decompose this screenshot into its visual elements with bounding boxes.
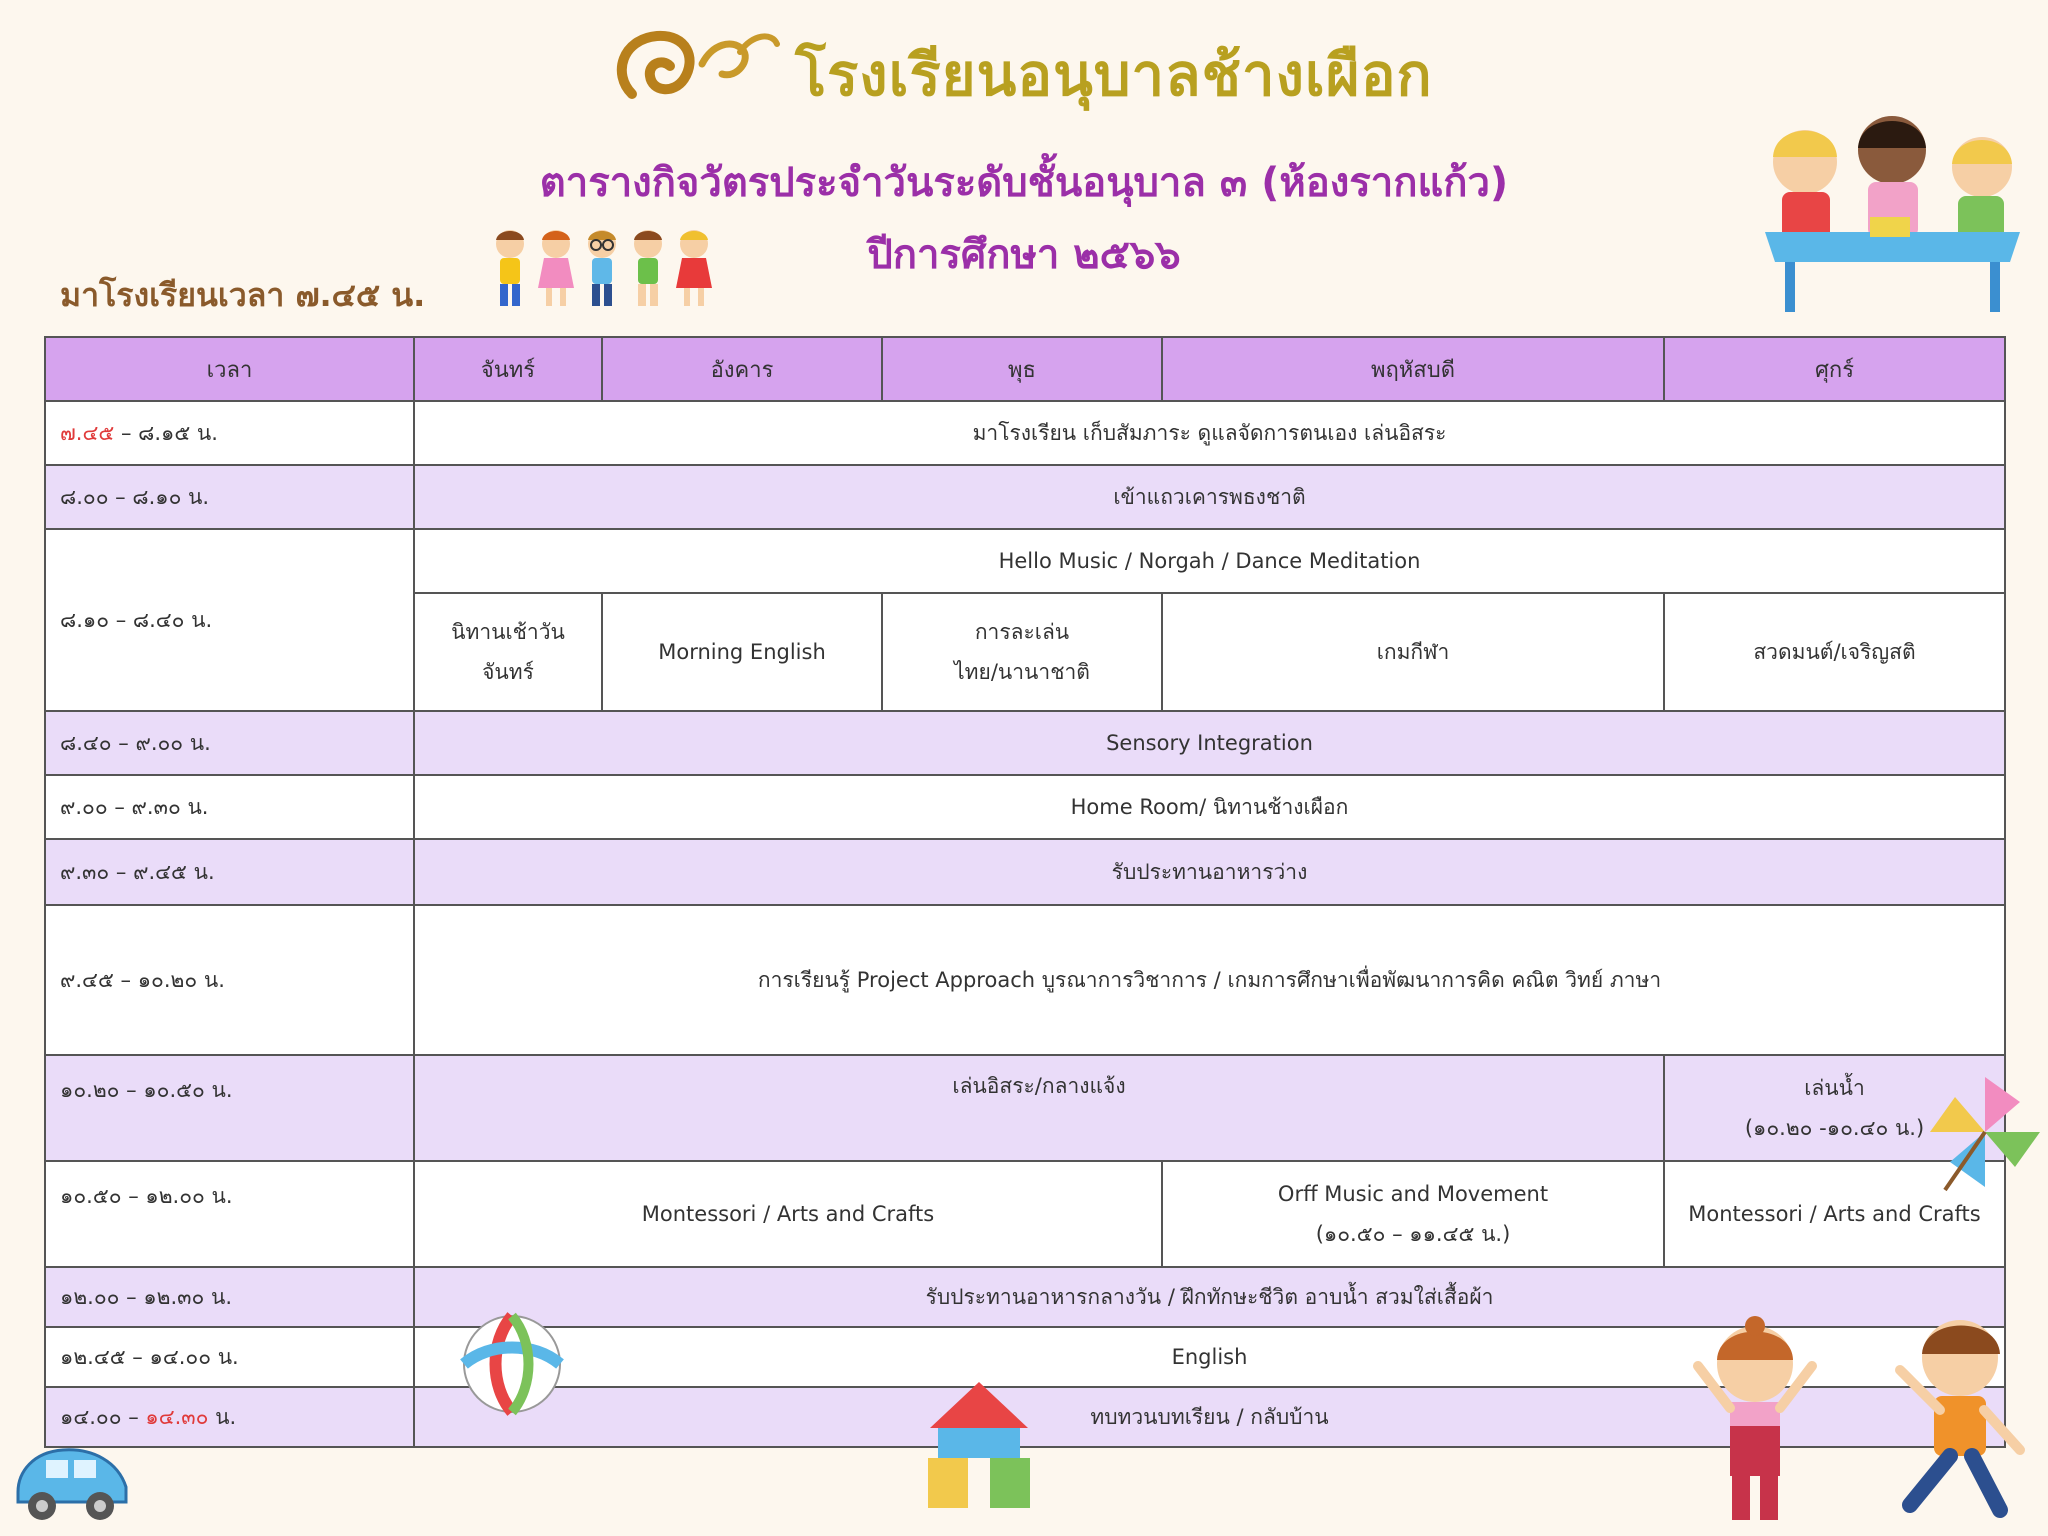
table-row — [45, 529, 2005, 593]
time-unit: น. — [208, 1404, 237, 1429]
time-cell — [45, 401, 414, 465]
time-start: ๑๔.๐๐ – — [60, 1404, 146, 1429]
activity-cell: รับประทานอาหารว่าง — [414, 839, 2005, 905]
activity-cell: การเรียนรู้ Project Approach บูรณาการวิชาการ / เกมการศึกษาเพื่อพัฒนาการคิด คณิต วิทย์ ภาษา — [414, 905, 2005, 1055]
thursday-activity — [1162, 1161, 1664, 1267]
wednesday-activity — [882, 593, 1162, 711]
school-name: โรงเรียนอนุบาลช้างเผือก — [795, 41, 1433, 109]
time-end: – ๘.๑๕ น. — [114, 420, 218, 445]
activity-cell: Hello Music / Norgah / Dance Meditation — [414, 529, 2005, 593]
school-logo — [612, 24, 782, 114]
kids-at-table-illustration — [1760, 112, 2025, 317]
time-cell: ๘.๔๐ – ๙.๐๐ น. — [45, 711, 414, 775]
time-cell: ๙.๐๐ – ๙.๓๐ น. — [45, 775, 414, 839]
thursday-line-2: (๑๐.๕๐ – ๑๑.๔๕ น.) — [1315, 1222, 1511, 1246]
tuesday-activity: Morning English — [602, 593, 882, 711]
girl-illustration — [1690, 1316, 1820, 1528]
monday-line-1: นิทานเช้าวัน — [451, 620, 565, 644]
time-cell: ๘.๐๐ – ๘.๑๐ น. — [45, 465, 414, 529]
table-row — [45, 401, 2005, 465]
monday-activity — [414, 593, 602, 711]
friday-line-2: (๑๐.๒๐ -๑๐.๔๐ น.) — [1744, 1116, 1925, 1140]
time-cell: ๑๐.๕๐ – ๑๒.๐๐ น. — [45, 1161, 414, 1267]
header-monday: จันทร์ — [414, 337, 602, 401]
table-row — [45, 1055, 2005, 1161]
time-end-red: ๑๔.๓๐ — [145, 1404, 209, 1429]
header-friday: ศุกร์ — [1664, 337, 2005, 401]
wednesday-line-2: ไทย/นานาชาติ — [954, 660, 1090, 684]
activity-cell: ทบทวนบทเรียน / กลับบ้าน — [414, 1387, 2005, 1447]
toy-car-illustration — [8, 1432, 134, 1528]
thursday-line-1: Orff Music and Movement — [1277, 1182, 1549, 1206]
friday-activity: Montessori / Arts and Crafts — [1664, 1161, 2005, 1267]
time-cell: ๑๐.๒๐ – ๑๐.๕๐ น. — [45, 1055, 414, 1161]
table-row — [45, 905, 2005, 1055]
academic-year: ปีการศึกษา ๒๕๖๖ — [867, 232, 1181, 278]
activity-cell: มาโรงเรียน เก็บสัมภาระ ดูแลจัดการตนเอง เล่นอิสระ — [414, 401, 2005, 465]
activity-cell: เข้าแถวเคารพธงชาติ — [414, 465, 2005, 529]
friday-activity: สวดมนต์/เจริญสติ — [1664, 593, 2005, 711]
header-wednesday: พุธ — [882, 337, 1162, 401]
activity-cell: เล่นอิสระ/กลางแจ้ง — [414, 1055, 1664, 1161]
thursday-activity: เกมกีฬา — [1162, 593, 1664, 711]
daily-schedule-table — [44, 336, 2006, 1448]
friday-line-1: เล่นน้ำ — [1804, 1076, 1865, 1100]
header-tuesday: อังคาร — [602, 337, 882, 401]
table-row — [45, 839, 2005, 905]
activity-cell: รับประทานอาหารกลางวัน / ฝึกทักษะชีวิต อาบน้ำ สวมใส่เสื้อผ้า — [414, 1267, 2005, 1327]
activity-cell: English — [414, 1327, 2005, 1387]
mon-wed-activity: Montessori / Arts and Crafts — [414, 1161, 1162, 1267]
beach-ball-illustration — [460, 1312, 564, 1416]
table-header-row — [45, 337, 2005, 401]
time-cell: ๑๒.๐๐ – ๑๒.๓๐ น. — [45, 1267, 414, 1327]
time-cell: ๙.๔๕ – ๑๐.๒๐ น. — [45, 905, 414, 1055]
children-illustration — [488, 226, 720, 312]
time-cell: ๘.๑๐ – ๘.๔๐ น. — [45, 529, 414, 711]
table-row — [45, 775, 2005, 839]
time-cell: ๑๒.๔๕ – ๑๔.๐๐ น. — [45, 1327, 414, 1387]
boy-illustration — [1860, 1310, 2030, 1520]
table-row — [45, 1161, 2005, 1267]
header-time: เวลา — [45, 337, 414, 401]
activity-cell: Home Room/ นิทานช้างเผือก — [414, 775, 2005, 839]
wednesday-line-1: การละเล่น — [974, 620, 1070, 644]
arrival-time-note: มาโรงเรียนเวลา ๗.๔๕ น. — [60, 276, 426, 314]
time-cell: ๙.๓๐ – ๙.๔๕ น. — [45, 839, 414, 905]
time-start-red: ๗.๔๕ — [60, 420, 115, 445]
building-blocks-illustration — [918, 1378, 1040, 1510]
page-subtitle: ตารางกิจวัตรประจำวันระดับชั้นอนุบาล ๓ (ห้องรากแก้ว) — [539, 160, 1509, 206]
table-row — [45, 711, 2005, 775]
header-thursday: พฤหัสบดี — [1162, 337, 1664, 401]
table-row — [45, 465, 2005, 529]
activity-cell: Sensory Integration — [414, 711, 2005, 775]
monday-line-2: จันทร์ — [482, 660, 534, 684]
pinwheel-illustration — [1925, 1072, 2045, 1192]
